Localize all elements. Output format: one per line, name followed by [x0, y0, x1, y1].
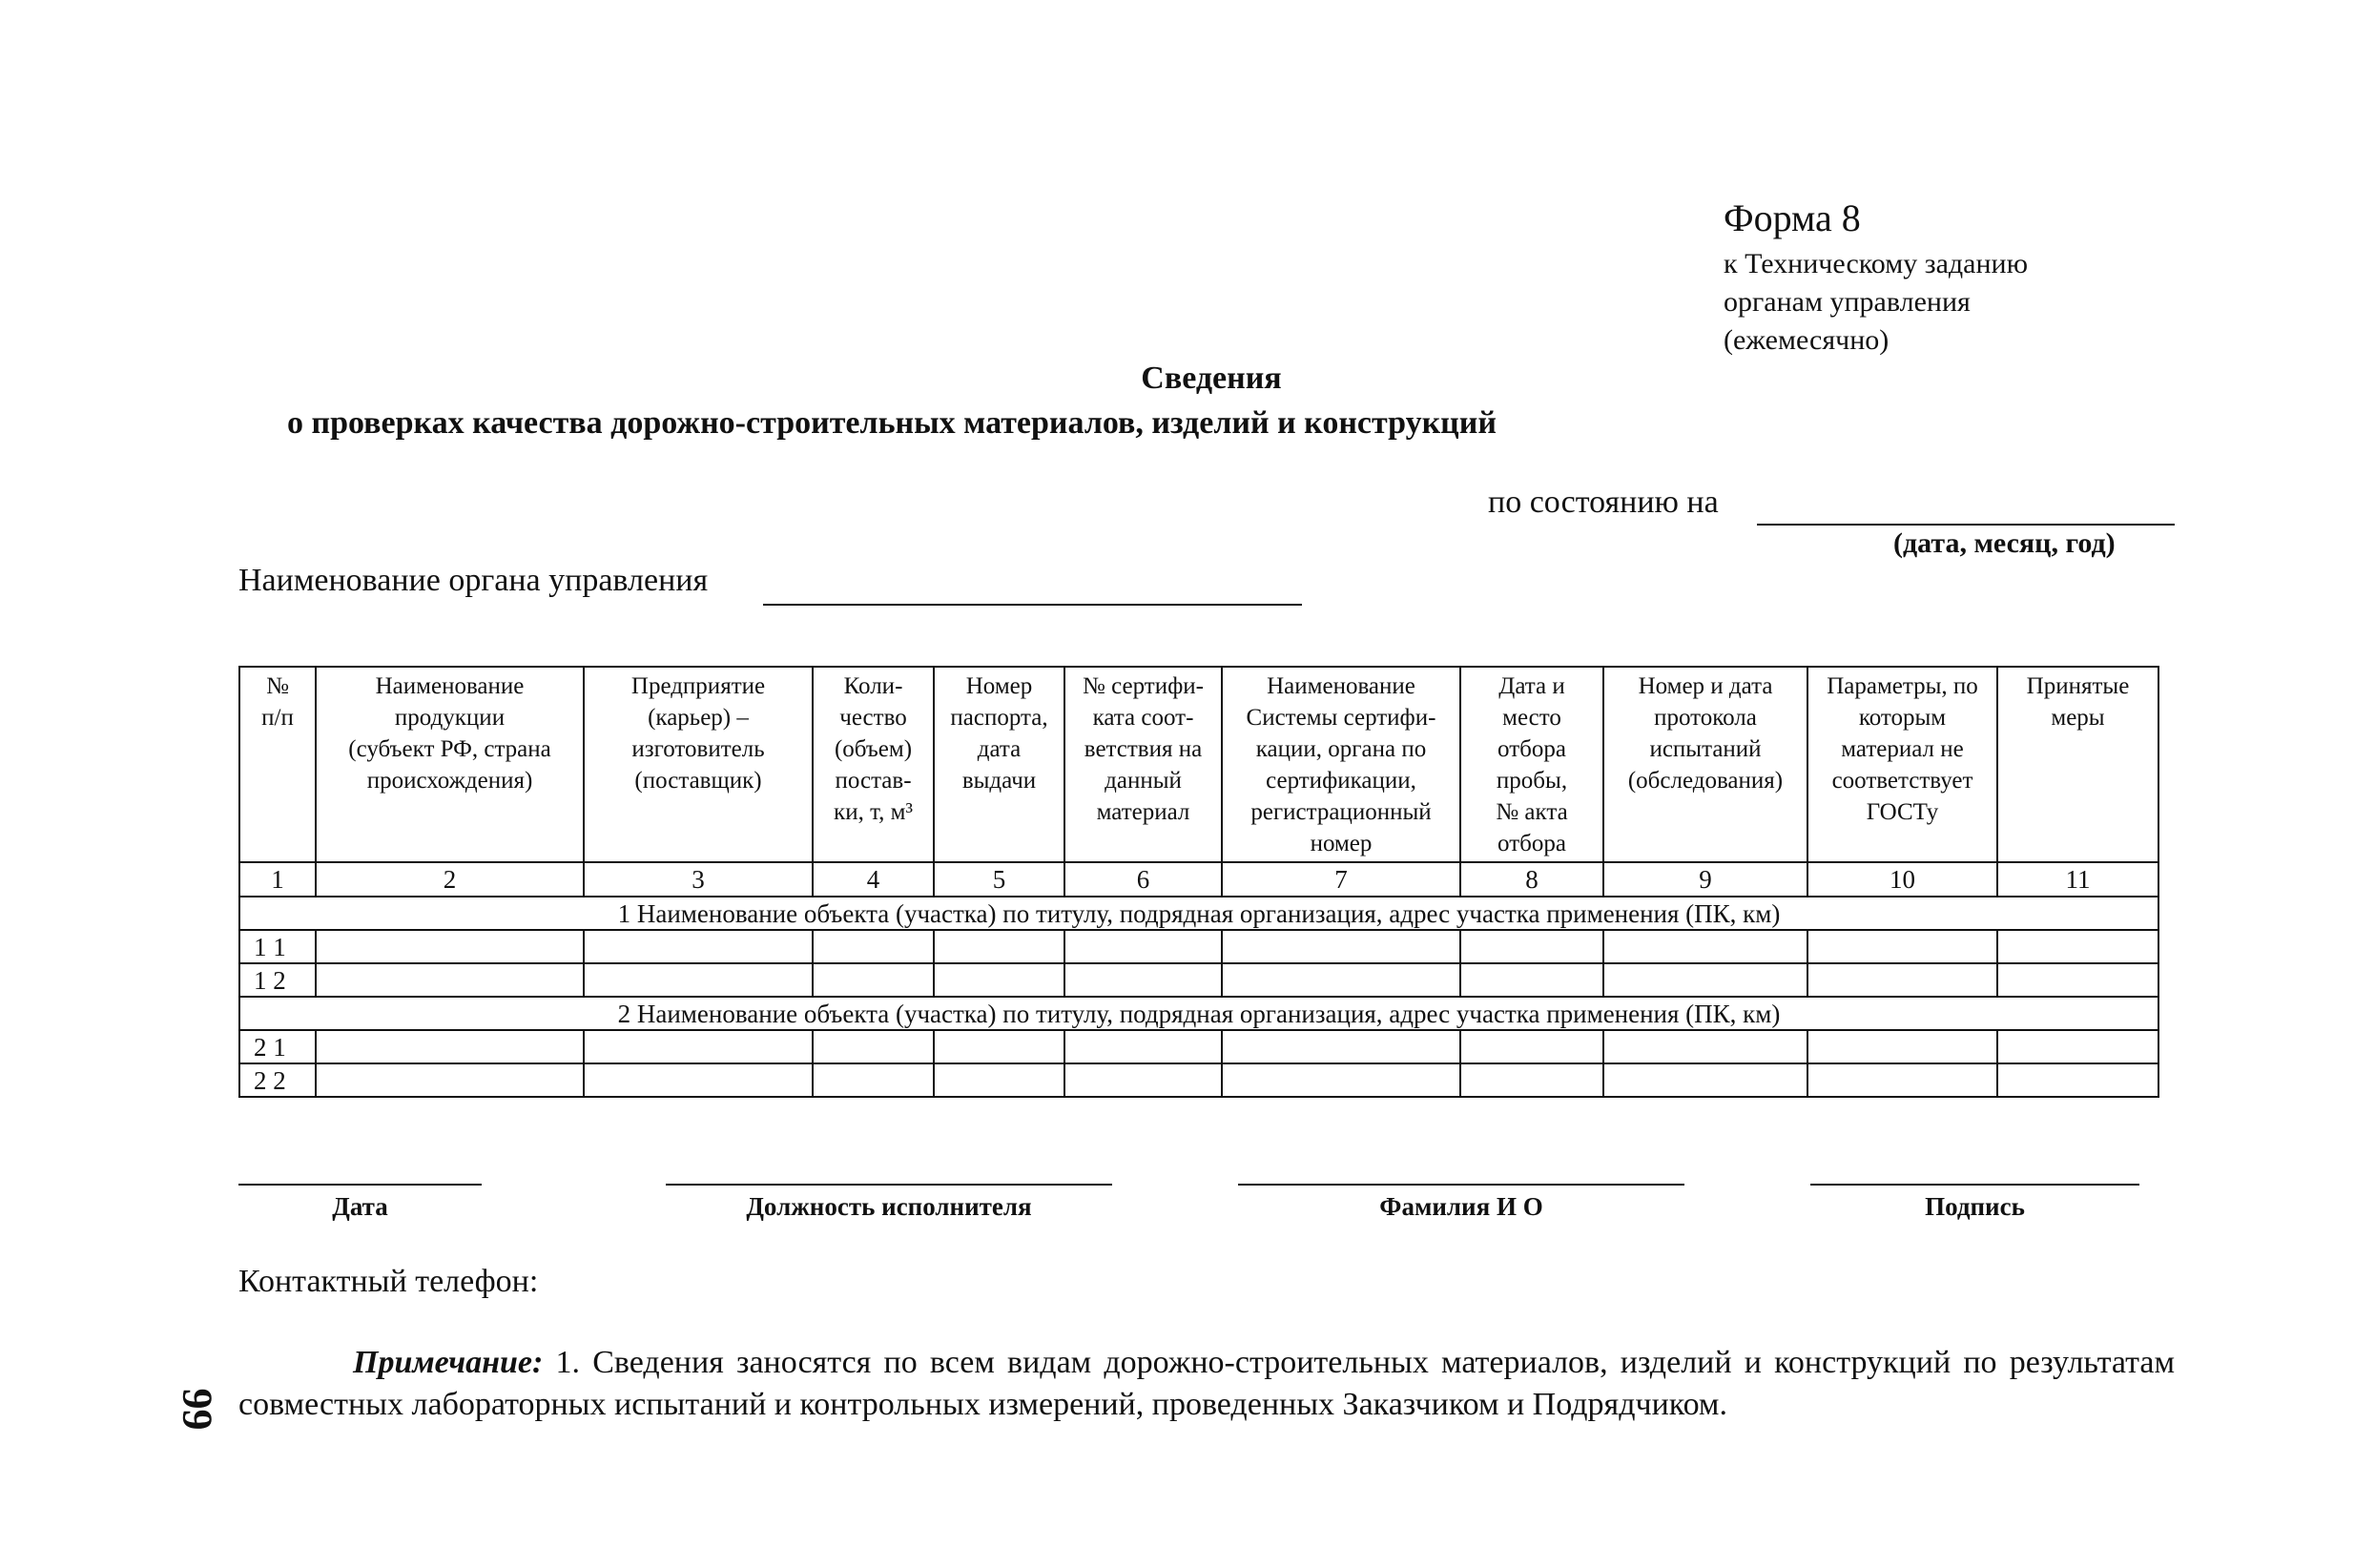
column-number-cell: 8 [1460, 862, 1603, 897]
table-cell[interactable] [1603, 1030, 1807, 1063]
column-header-line: Наименование [375, 673, 525, 699]
column-header-line: № [266, 673, 289, 699]
row-number-cell: 2 2 [239, 1063, 316, 1097]
name-label: Фамилия И О [1379, 1192, 1543, 1221]
column-header-line: № сертифи- [1083, 673, 1204, 699]
column-header-line: кации, органа по [1255, 736, 1427, 762]
column-header-line: сертификации, [1266, 768, 1416, 794]
table-cell[interactable] [1997, 1063, 2158, 1097]
table-cell[interactable] [1603, 963, 1807, 997]
column-header-line: паспорта, [950, 705, 1048, 731]
column-header [584, 667, 813, 862]
column-header [1222, 667, 1460, 862]
column-header-line: п/п [261, 705, 294, 731]
document-subheading: о проверках качества дорожно-строительных материалов, изделий и конструкций [287, 405, 1497, 441]
page-number: 99 [174, 1388, 221, 1431]
as-of-caption: (дата, месяц, год) [1893, 527, 2116, 559]
form-title: Форма 8 [1724, 196, 1861, 239]
table-cell[interactable] [813, 963, 934, 997]
table-cell[interactable] [1460, 930, 1603, 963]
table-cell[interactable] [1222, 963, 1460, 997]
column-header-line: Системы сертифи- [1246, 705, 1436, 731]
section-title: 1 Наименование объекта (участка) по титулу, подрядная организация, адрес участка применения (ПК, км) [239, 897, 2158, 930]
note-paragraph [238, 1342, 2175, 1426]
form-subtitle-line: к Техническому заданию [1724, 248, 2028, 279]
section-row [239, 897, 2158, 930]
table-cell[interactable] [1603, 930, 1807, 963]
column-number-cell: 5 [934, 862, 1064, 897]
column-number-cell: 7 [1222, 862, 1460, 897]
date-label: Дата [332, 1192, 388, 1221]
column-number-cell: 6 [1064, 862, 1222, 897]
column-header-line: дата [977, 736, 1022, 762]
column-header-line: протокола [1654, 705, 1757, 731]
section-title: 2 Наименование объекта (участка) по титулу, подрядная организация, адрес участка применения (ПК, км) [239, 997, 2158, 1030]
column-header-line: материал не [1841, 736, 1964, 762]
table-cell[interactable] [316, 930, 584, 963]
document-heading: Сведения [1141, 361, 1282, 396]
column-number-cell: 10 [1807, 862, 1997, 897]
column-header-line: место [1502, 705, 1561, 731]
table-cell[interactable] [1460, 963, 1603, 997]
column-number-cell: 3 [584, 862, 813, 897]
table-row [239, 930, 2158, 963]
quality-inspection-table [238, 666, 2159, 1098]
column-header-line: соответствует [1831, 768, 1973, 794]
table-cell[interactable] [1807, 1063, 1997, 1097]
column-header [1807, 667, 1997, 862]
table-cell[interactable] [1064, 1063, 1222, 1097]
column-header-line: пробы, [1496, 768, 1568, 794]
table-cell[interactable] [1460, 1063, 1603, 1097]
column-header [1997, 667, 2158, 862]
table-cell[interactable] [1807, 930, 1997, 963]
column-header-line: ката соот- [1092, 705, 1194, 731]
column-header [1460, 667, 1603, 862]
position-signature-line[interactable] [666, 1184, 1112, 1186]
table-cell[interactable] [584, 1030, 813, 1063]
column-number-cell: 1 [239, 862, 316, 897]
table-cell[interactable] [934, 930, 1064, 963]
column-header [316, 667, 584, 862]
column-header-line: Номер и дата [1638, 673, 1773, 699]
as-of-label: по состоянию на [1488, 485, 1719, 520]
table-cell[interactable] [1807, 1030, 1997, 1063]
table-cell[interactable] [1603, 1063, 1807, 1097]
table-cell[interactable] [934, 963, 1064, 997]
organization-field[interactable] [763, 604, 1302, 606]
column-header-line: Предприятие [630, 673, 766, 699]
table-cell[interactable] [813, 1030, 934, 1063]
column-header [239, 667, 316, 862]
table-cell[interactable] [1997, 1030, 2158, 1063]
table-cell[interactable] [813, 930, 934, 963]
column-header-line: чество [839, 705, 907, 731]
table-cell[interactable] [1064, 1030, 1222, 1063]
column-header-line: (объем) [834, 736, 913, 762]
column-header-line: регистрационный [1250, 799, 1432, 825]
column-header-line: (субъект РФ, страна [348, 736, 551, 762]
table-cell[interactable] [316, 1030, 584, 1063]
form-subtitle-line: (ежемесячно) [1724, 324, 1890, 356]
table-cell[interactable] [1222, 930, 1460, 963]
table-row [239, 1063, 2158, 1097]
name-signature-line[interactable] [1238, 1184, 1684, 1186]
as-of-date-field[interactable] [1757, 524, 2175, 526]
column-header-line: отбора [1497, 736, 1566, 762]
table-cell[interactable] [584, 963, 813, 997]
row-number-cell: 1 1 [239, 930, 316, 963]
column-number-row [239, 862, 2158, 897]
table-cell[interactable] [1807, 963, 1997, 997]
column-header-line: (поставщик) [634, 768, 762, 794]
column-header-line: Наименование [1267, 673, 1415, 699]
column-number-cell: 11 [1997, 862, 2158, 897]
column-number-cell: 9 [1603, 862, 1807, 897]
column-header-line: ветствия на [1084, 736, 1203, 762]
table-cell[interactable] [1064, 963, 1222, 997]
column-header-line: данный [1105, 768, 1182, 794]
column-header-line: (карьер) – [648, 705, 749, 731]
table-cell[interactable] [934, 1030, 1064, 1063]
table-row [239, 963, 2158, 997]
column-number-cell: 4 [813, 862, 934, 897]
position-label: Должность исполнителя [746, 1192, 1032, 1221]
table-cell[interactable] [316, 1063, 584, 1097]
column-header-line: № акта [1496, 799, 1568, 825]
note-text: 1. Сведения заносятся по всем видам дорожно-строительных материалов, изделий и конструкций по результатам совместных лабораторных испытаний и контрольных измерений, проведенных Заказчиком и Подрядчиком. [238, 1345, 2175, 1422]
note-label: Примечание: [353, 1345, 544, 1380]
column-header-line: меры [2051, 705, 2105, 731]
column-header-line: материал [1096, 799, 1190, 825]
table-cell[interactable] [1997, 930, 2158, 963]
contact-phone-label: Контактный телефон: [238, 1264, 539, 1299]
column-header-line: которым [1858, 705, 1947, 731]
row-number-cell: 2 1 [239, 1030, 316, 1063]
column-header-line: постав- [835, 768, 912, 794]
table-cell[interactable] [584, 1063, 813, 1097]
table-cell[interactable] [584, 930, 813, 963]
table-header-row [239, 667, 2158, 862]
column-number-cell: 2 [316, 862, 584, 897]
column-header-line: продукции [394, 705, 506, 731]
column-header-line: испытаний [1649, 736, 1762, 762]
column-header [934, 667, 1064, 862]
column-header-line: Принятые [2026, 673, 2130, 699]
column-header-line: изготовитель [631, 736, 765, 762]
column-header-line: Дата и [1498, 673, 1565, 699]
table-cell[interactable] [1997, 963, 2158, 997]
column-header-line: отбора [1497, 831, 1566, 856]
table-cell[interactable] [934, 1063, 1064, 1097]
column-header-line: ки, т, м³ [834, 799, 913, 825]
section-row [239, 997, 2158, 1030]
column-header-line: номер [1310, 831, 1373, 856]
column-header [1603, 667, 1807, 862]
table-cell[interactable] [1064, 930, 1222, 963]
column-header-line: Номер [965, 673, 1033, 699]
column-header [813, 667, 934, 862]
signature-label: Подпись [1925, 1192, 2025, 1221]
column-header-line: ГОСТу [1866, 799, 1939, 825]
table-cell[interactable] [1222, 1030, 1460, 1063]
column-header-line: (обследования) [1627, 768, 1784, 794]
organization-label: Наименование органа управления [238, 563, 709, 598]
table-cell[interactable] [316, 963, 584, 997]
column-header-line: происхождения) [366, 768, 533, 794]
column-header-line: выдачи [961, 768, 1037, 794]
table-cell[interactable] [1222, 1063, 1460, 1097]
signature-line[interactable] [1810, 1184, 2139, 1186]
table-cell[interactable] [813, 1063, 934, 1097]
row-number-cell: 1 2 [239, 963, 316, 997]
date-signature-line[interactable] [238, 1184, 482, 1186]
column-header-line: Коли- [843, 673, 903, 699]
table-row [239, 1030, 2158, 1063]
table-cell[interactable] [1460, 1030, 1603, 1063]
table-body [239, 897, 2158, 1097]
column-header-line: Параметры, по [1827, 673, 1978, 699]
column-header [1064, 667, 1222, 862]
form-subtitle-line: органам управления [1724, 286, 1971, 318]
